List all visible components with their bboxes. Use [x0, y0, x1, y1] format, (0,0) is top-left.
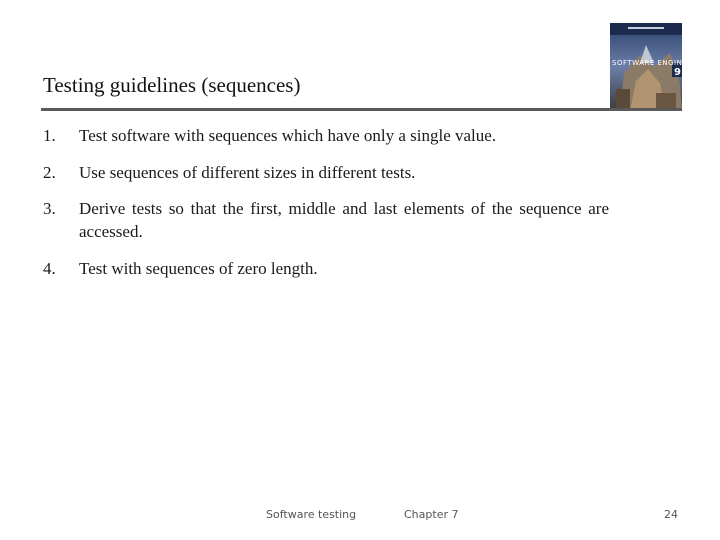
cover-title-text: SOFTWARE ENGINEERING	[612, 59, 712, 67]
slide-title: Testing guidelines (sequences)	[43, 73, 301, 97]
book-cover-image	[610, 23, 712, 111]
list-item-text: Derive tests so that the first, middle and last elements of the sequence are accessed.	[79, 199, 609, 241]
list-item-number: 4.	[43, 259, 56, 278]
list-item-text: Test with sequences of zero length.	[79, 259, 318, 278]
page-number: 24	[664, 508, 678, 521]
list-item-number: 2.	[43, 163, 56, 182]
footer-topic: Software testing	[266, 508, 357, 521]
footer-chapter: Chapter 7	[404, 508, 459, 521]
list-item-number: 1.	[43, 126, 56, 145]
cover-edition-number: 9	[674, 67, 681, 78]
list-item-number: 3.	[43, 199, 56, 218]
book-cover-art	[610, 23, 682, 111]
list-item-text: Test software with sequences which have only a single value.	[79, 126, 497, 145]
title-underline	[41, 108, 682, 111]
list-item-text: Use sequences of different sizes in different tests.	[79, 163, 416, 182]
